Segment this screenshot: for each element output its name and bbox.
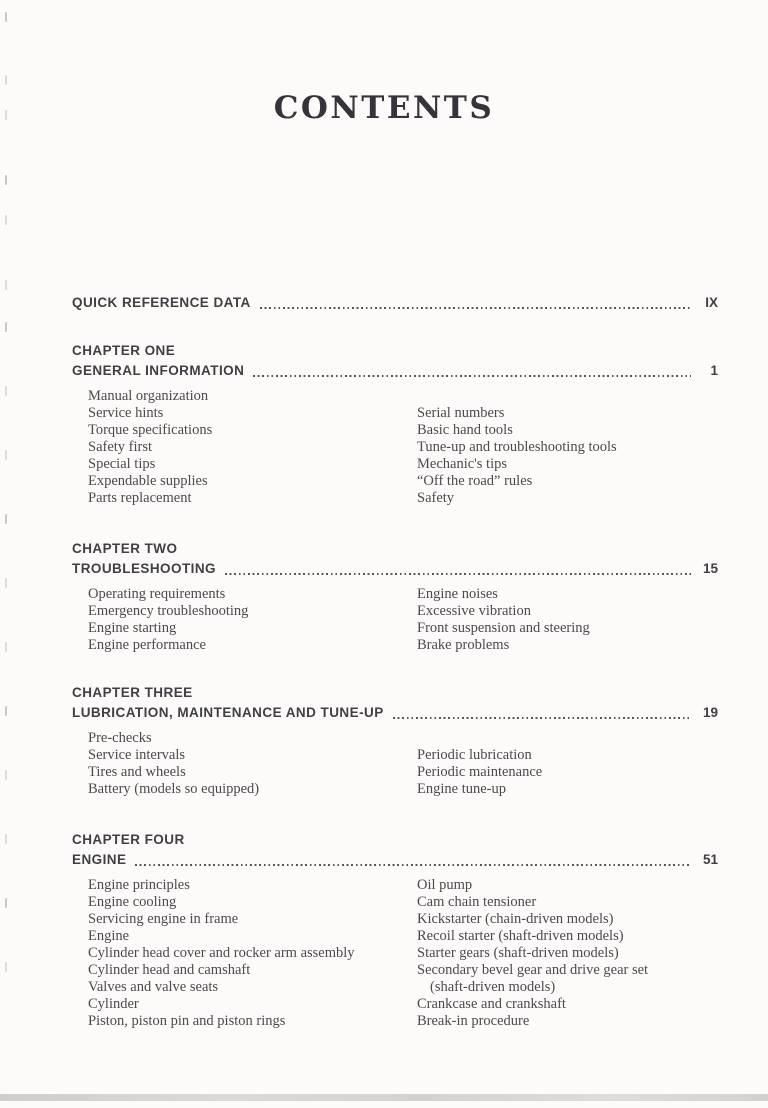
toc-item: Piston, piston pin and piston rings (88, 1013, 286, 1029)
chapter-title: LUBRICATION, MAINTENANCE AND TUNE-UP (72, 705, 384, 720)
quick-reference-entry (72, 293, 718, 313)
scan-edge-mark (5, 834, 7, 844)
toc-item: Special tips (88, 456, 156, 472)
toc-item: Service intervals (88, 747, 186, 763)
chapter-title-row (72, 559, 718, 579)
toc-item: Periodic lubrication (417, 747, 532, 763)
scan-edge-mark (5, 642, 7, 652)
toc-item: Cylinder head and camshaft (88, 962, 251, 978)
toc-item: Manual organization (88, 388, 209, 404)
toc-item: Expendable supplies (88, 473, 208, 489)
toc-item: Service hints (88, 405, 164, 421)
toc-item: Brake problems (417, 637, 510, 653)
toc-item: Engine cooling (88, 894, 177, 910)
chapter-number-label: CHAPTER THREE (72, 685, 193, 700)
toc-item: Engine performance (88, 637, 206, 653)
topics-left-column (88, 877, 418, 1030)
toc-item: Break-in procedure (417, 1013, 530, 1029)
dot-leader (135, 864, 691, 866)
scan-edge-mark (5, 322, 7, 332)
toc-item: Engine starting (88, 620, 177, 636)
chapter-title-row (72, 703, 718, 723)
toc-item: Oil pump (417, 877, 473, 893)
dot-leader (253, 375, 691, 377)
toc-item (417, 730, 718, 747)
scan-edge-mark (5, 386, 7, 396)
toc-item: Servicing engine in frame (88, 911, 239, 927)
scan-edge-mark (5, 450, 7, 460)
chapter-title: ENGINE (72, 852, 127, 867)
quick-reference-label: QUICK REFERENCE DATA (72, 295, 251, 310)
toc-item: Battery (models so equipped) (88, 781, 260, 797)
toc-item: Secondary bevel gear and drive gear set (417, 962, 649, 978)
toc-item: Periodic maintenance (417, 764, 543, 780)
toc-item: Crankcase and crankshaft (417, 996, 566, 1012)
toc-item: Valves and valve seats (88, 979, 219, 995)
chapter-number-label: CHAPTER FOUR (72, 832, 185, 847)
toc-item: Starter gears (shaft-driven models) (417, 945, 619, 961)
toc-item: Excessive vibration (417, 603, 531, 619)
toc-item: Parts replacement (88, 490, 192, 506)
chapter-title-row (72, 850, 718, 870)
dot-leader (260, 307, 691, 309)
chapter-page-number: 19 (702, 705, 718, 720)
topics-right-column (417, 877, 718, 1030)
chapter-page-number: 15 (702, 561, 718, 576)
toc-item: Safety (417, 490, 455, 506)
toc-item: Engine noises (417, 586, 498, 602)
page-title: CONTENTS (273, 90, 495, 126)
scan-edge-mark (5, 898, 7, 908)
toc-item: Emergency troubleshooting (88, 603, 249, 619)
scan-edge-mark (5, 706, 7, 716)
topics-right-column (417, 388, 718, 507)
dot-leader (393, 717, 691, 719)
topics-left-column (88, 586, 418, 654)
topics-left-column (88, 730, 418, 798)
topics-right-column (417, 730, 718, 798)
toc-item: Torque specifications (88, 422, 213, 438)
toc-item: Engine tune-up (417, 781, 506, 797)
chapter-title: GENERAL INFORMATION (72, 363, 245, 378)
quick-reference-page: IX (705, 295, 718, 310)
dot-leader (225, 573, 691, 575)
chapter-block (72, 539, 718, 653)
chapter-number-label: CHAPTER TWO (72, 541, 178, 556)
toc-item: Kickstarter (chain-driven models) (417, 911, 614, 927)
chapter-page-number: 51 (702, 852, 718, 867)
toc-item: Tune-up and troubleshooting tools (417, 439, 617, 455)
toc-item: Mechanic's tips (417, 456, 507, 472)
toc-item: Engine (88, 928, 130, 944)
chapter-block (72, 341, 718, 506)
toc-item: “Off the road” rules (417, 473, 533, 489)
toc-item: Serial numbers (417, 405, 505, 421)
chapter-block (72, 830, 718, 1029)
toc-item: Cylinder head cover and rocker arm assembly (88, 945, 355, 961)
scan-edge-mark (5, 578, 7, 588)
scan-artifact-bar (0, 1094, 768, 1101)
toc-item: Safety first (88, 439, 153, 455)
scan-edge-mark (5, 175, 7, 185)
toc-item: Cylinder (88, 996, 139, 1012)
scan-edge-mark (5, 770, 7, 780)
chapter-page-number: 1 (710, 363, 718, 378)
scan-edge-mark (5, 75, 7, 85)
toc-item: Recoil starter (shaft-driven models) (417, 928, 624, 944)
toc-item: Pre-checks (88, 730, 152, 746)
chapter-title: TROUBLESHOOTING (72, 561, 216, 576)
scan-edge-mark (5, 215, 7, 225)
topics-right-column (417, 586, 718, 654)
toc-item (417, 388, 718, 405)
scan-edge-mark (5, 12, 7, 22)
toc-item: Front suspension and steering (417, 620, 590, 636)
toc-item: Engine principles (88, 877, 190, 893)
toc-item: Tires and wheels (88, 764, 186, 780)
chapter-title-row (72, 361, 718, 381)
chapter-number-label: CHAPTER ONE (72, 343, 176, 358)
topics-left-column (88, 388, 418, 507)
toc-item: Cam chain tensioner (417, 894, 537, 910)
scan-edge-mark (5, 280, 7, 290)
toc-item: Basic hand tools (417, 422, 513, 438)
toc-item: (shaft-driven models) (430, 979, 556, 995)
scan-edge-mark (5, 962, 7, 972)
scan-edge-mark (5, 514, 7, 524)
chapter-block (72, 683, 718, 797)
toc-item: Operating requirements (88, 586, 226, 602)
